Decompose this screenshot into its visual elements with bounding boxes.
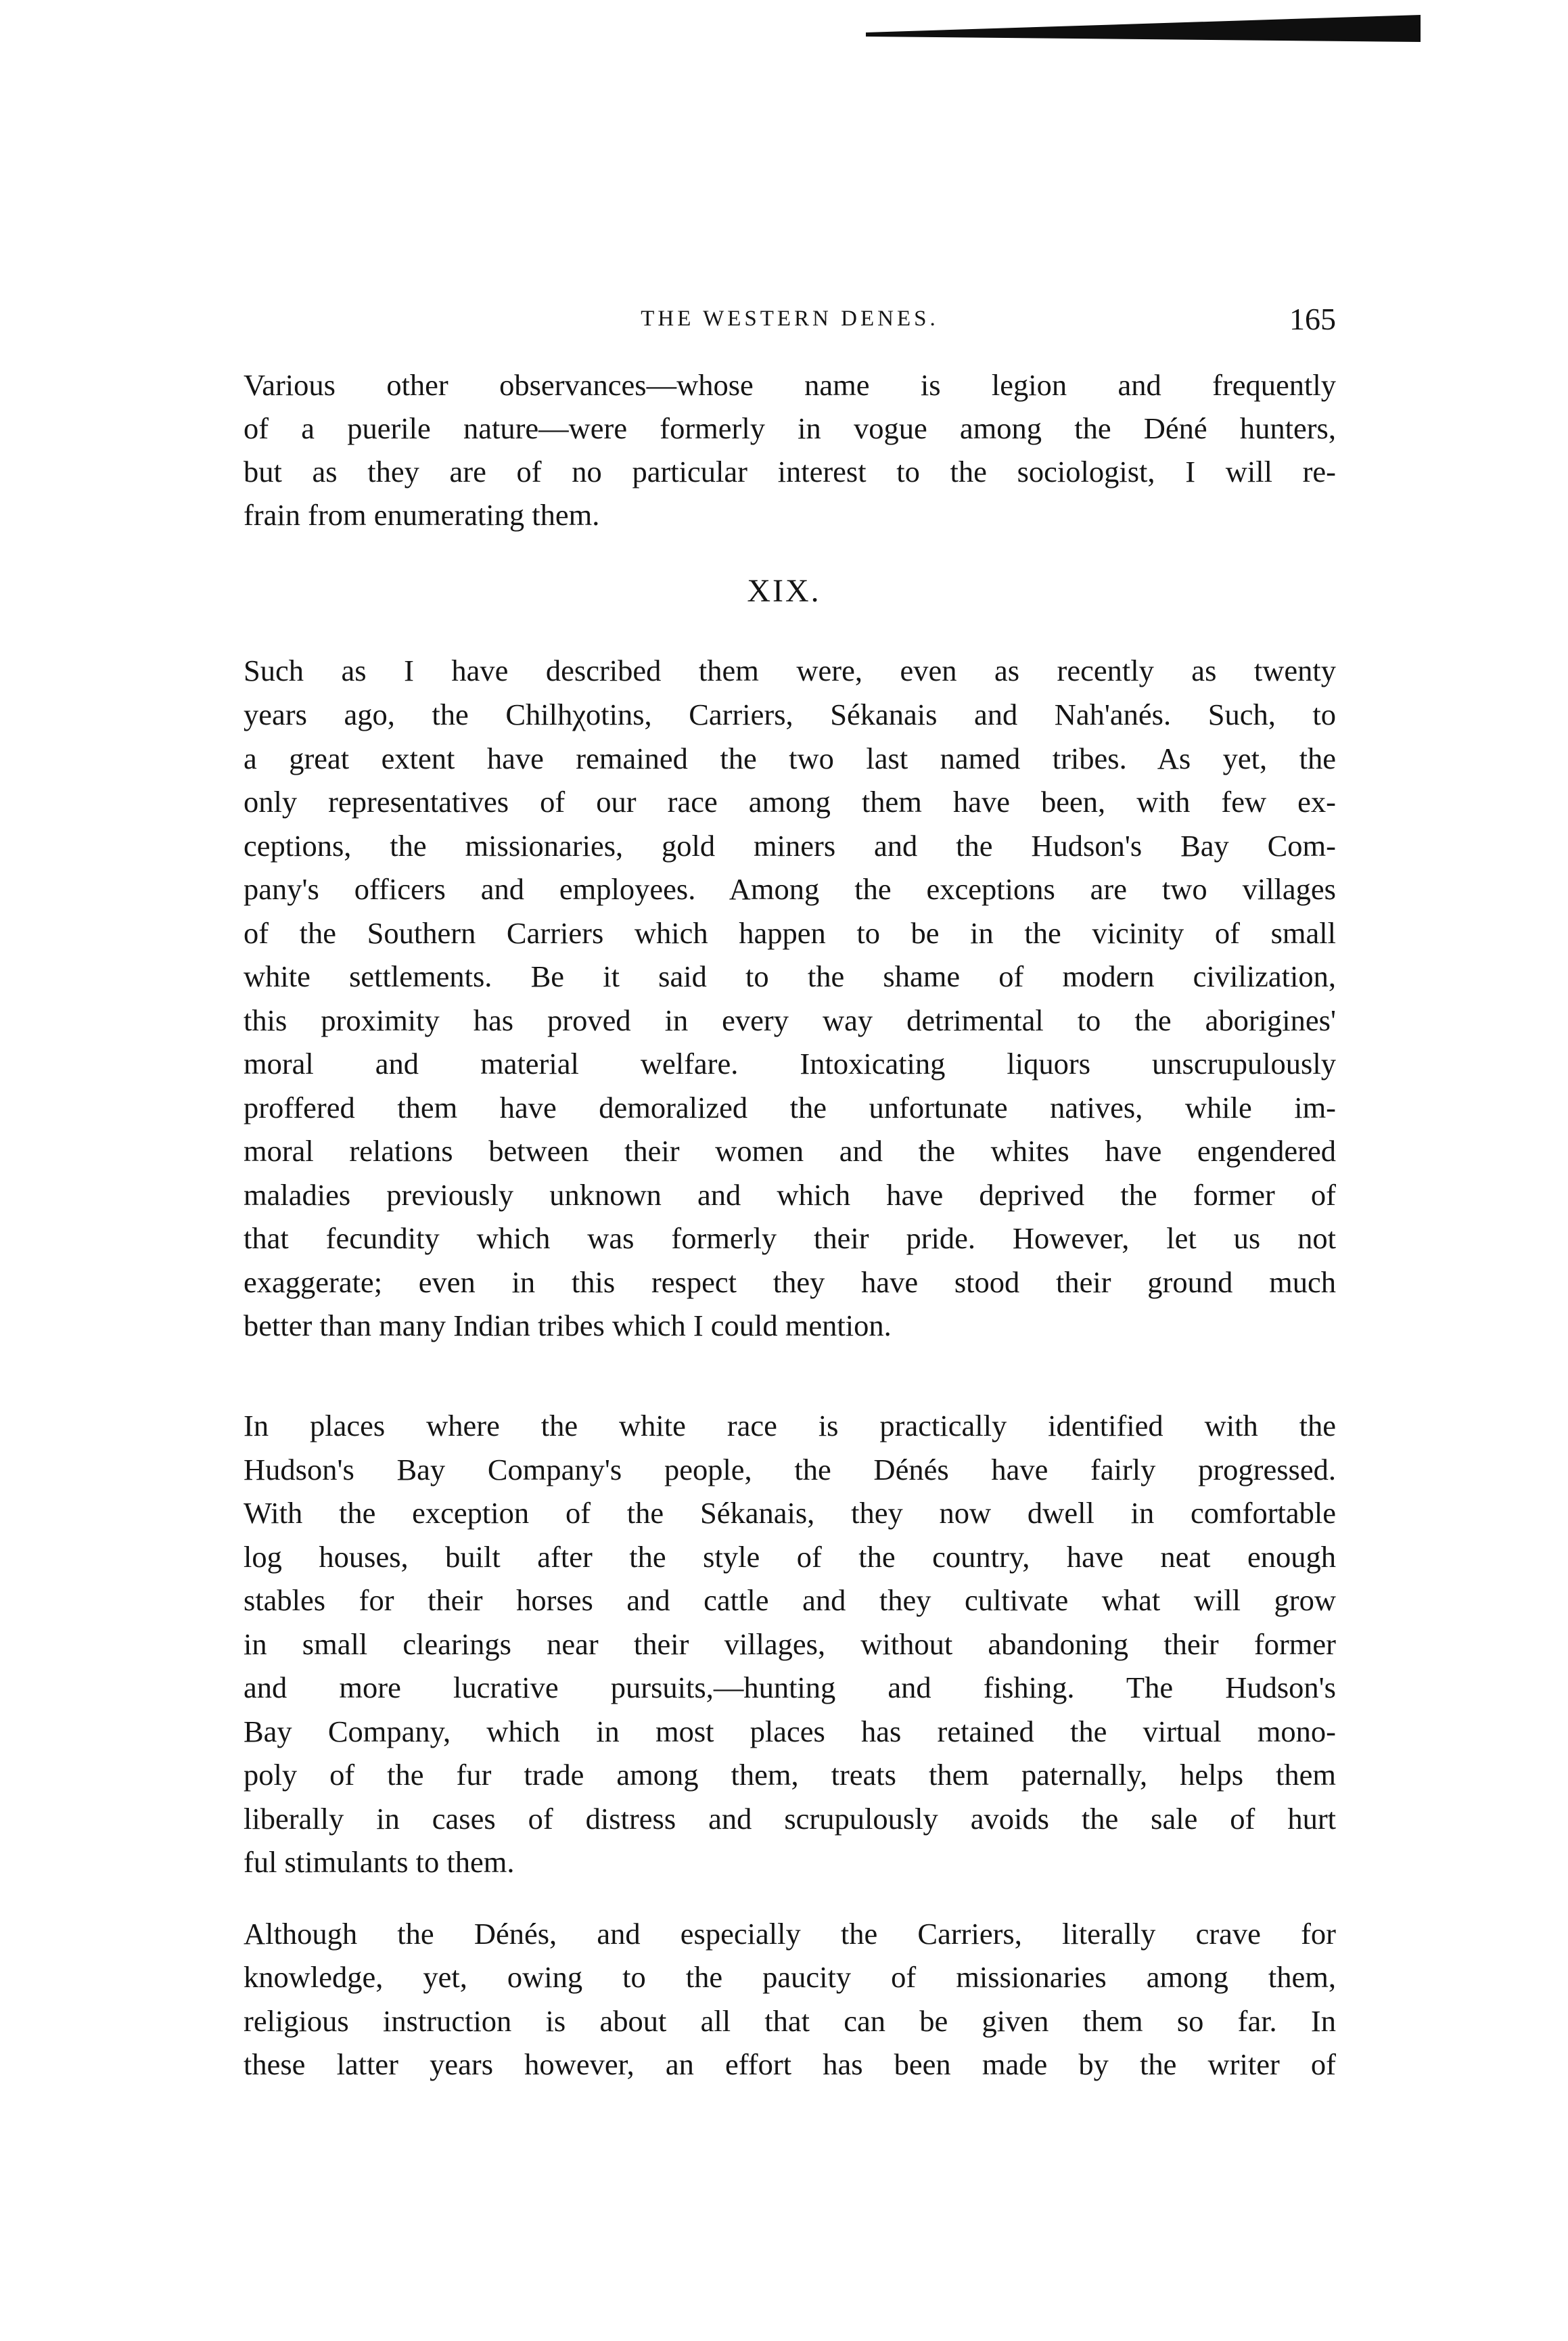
text-line: moral and material welfare. Intoxicating liquors unscrupulously [244,1047,1336,1081]
text-line: these latter years however, an effort has been made by the writer of [244,2047,1336,2081]
text-line: log houses, built after the style of the country, have neat enough [244,1540,1336,1574]
text-line: and more lucrative pursuits,—hunting and fishing. The Hudson's [244,1670,1336,1704]
text-line: ful stimulants to them. [244,1845,515,1879]
text-line: of the Southern Carriers which happen to be in the vicinity of small [244,916,1336,950]
text-line: that fecundity which was formerly their pride. However, let us not [244,1221,1336,1255]
text-line: maladies previously unknown and which have deprived the former of [244,1178,1336,1212]
text-line: years ago, the Chilhχotins, Carriers, Sékanais and Nah'anés. Such, to [244,698,1336,731]
text-line: frain from enumerating them. [244,498,600,532]
text-line: ceptions, the missionaries, gold miners and the Hudson's Bay Com- [244,829,1336,863]
text-line: exaggerate; even in this respect they have stood their ground much [244,1265,1336,1299]
text-line: With the exception of the Sékanais, they now dwell in comfortable [244,1496,1336,1530]
text-line: only representatives of our race among them have been, with few ex- [244,785,1336,819]
text-line: but as they are of no particular interest to the sociologist, I will re- [244,455,1336,488]
text-line: white settlements. Be it said to the shame of modern civilization, [244,959,1336,993]
running-title: THE WESTERN DENES. [641,306,939,331]
text-line: poly of the fur trade among them, treats them paternally, helps them [244,1758,1336,1792]
text-line: moral relations between their women and the whites have engendered [244,1134,1336,1168]
text-line: Hudson's Bay Company's people, the Dénés have fairly progressed. [244,1453,1336,1486]
page-number: 165 [1289,302,1336,336]
text-line: stables for their horses and cattle and they cultivate what will grow [244,1583,1336,1617]
text-line: Various other observances—whose name is legion and frequently [244,368,1336,402]
text-line: In places where the white race is practically identified with the [244,1409,1336,1442]
text-line: of a puerile nature—were formerly in vogue among the Déné hunters, [244,411,1336,445]
text-line: better than many Indian tribes which I could mention. [244,1309,892,1342]
text-line: pany's officers and employees. Among the exceptions are two villages [244,872,1336,906]
text-line: liberally in cases of distress and scrupulously avoids the sale of hurt [244,1802,1336,1836]
top-rule-mark [866,15,1421,42]
section-heading: XIX. [747,573,821,609]
text-line: Bay Company, which in most places has retained the virtual mono- [244,1714,1336,1748]
text-line: proffered them have demoralized the unfortunate natives, while im- [244,1091,1336,1124]
text-line: in small clearings near their villages, without abandoning their former [244,1627,1336,1661]
text-line: Although the Dénés, and especially the Carriers, literally crave for [244,1917,1336,1951]
text-line: knowledge, yet, owing to the paucity of missionaries among them, [244,1960,1336,1994]
text-line: this proximity has proved in every way detrimental to the aborigines' [244,1003,1336,1037]
text-line: a great extent have remained the two last named tribes. As yet, the [244,742,1336,775]
page-header [244,301,1336,348]
text-line: religious instruction is about all that can be given them so far. In [244,2004,1336,2038]
text-line: Such as I have described them were, even as recently as twenty [244,654,1336,687]
